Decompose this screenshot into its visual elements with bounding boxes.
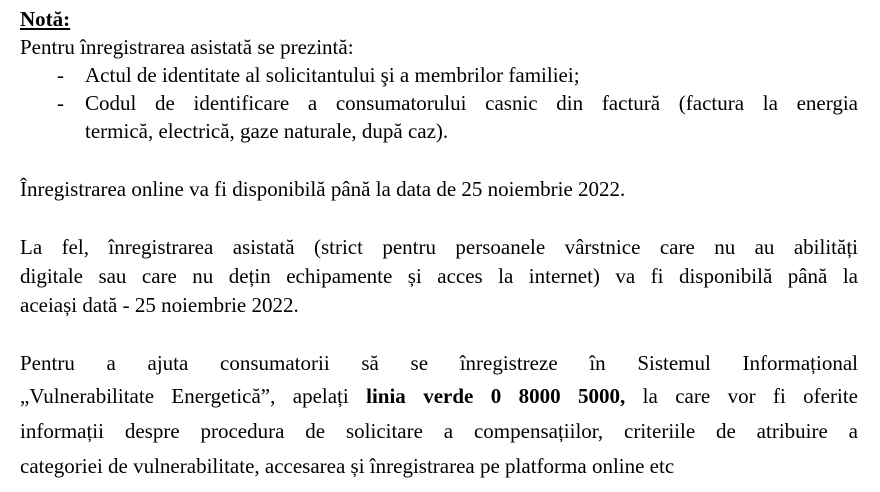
helpline-text-after: la care vor fi oferite bbox=[625, 384, 858, 408]
bullet-item-consumer-code-cont: termică, electrică, gaze naturale, după caz). bbox=[85, 119, 449, 143]
helpline-number: linia verde 0 8000 5000, bbox=[366, 384, 626, 408]
note-intro: Pentru înregistrarea asistată se prezintă: bbox=[20, 35, 354, 59]
paragraph-line: categoriei de vulnerabilitate, accesarea și înregistrarea pe platforma online etc bbox=[20, 454, 675, 478]
bullet-dash: - bbox=[57, 63, 64, 87]
paragraph-line: aceiași dată - 25 noiembrie 2022. bbox=[20, 293, 299, 317]
note-title: Notă: bbox=[20, 7, 71, 31]
paragraph-online-registration: Înregistrarea online va fi disponibilă până la data de 25 noiembrie 2022. bbox=[20, 177, 626, 201]
bullet-item-consumer-code: Codul de identificare a consumatorului casnic din factură (factura la energia bbox=[85, 91, 858, 115]
paragraph-line: La fel, înregistrarea asistată (strict pentru persoanele vârstnice care nu au abilități bbox=[20, 235, 858, 259]
paragraph-line: Pentru a ajuta consumatorii să se înregistreze în Sistemul Informațional bbox=[20, 351, 858, 375]
paragraph-line: informații despre procedura de solicitare a compensațiilor, criteriile de atribuire a bbox=[20, 419, 858, 443]
bullet-dash: - bbox=[57, 91, 64, 115]
helpline-text-before: „Vulnerabilitate Energetică”, apelați bbox=[20, 384, 367, 408]
paragraph-line: digitale sau care nu dețin echipamente și acces la internet) va fi disponibilă până la bbox=[20, 264, 858, 288]
bullet-item-id-card: Actul de identitate al solicitantului şi a membrilor familiei; bbox=[85, 63, 580, 87]
paragraph-line-helpline bbox=[20, 382, 858, 410]
